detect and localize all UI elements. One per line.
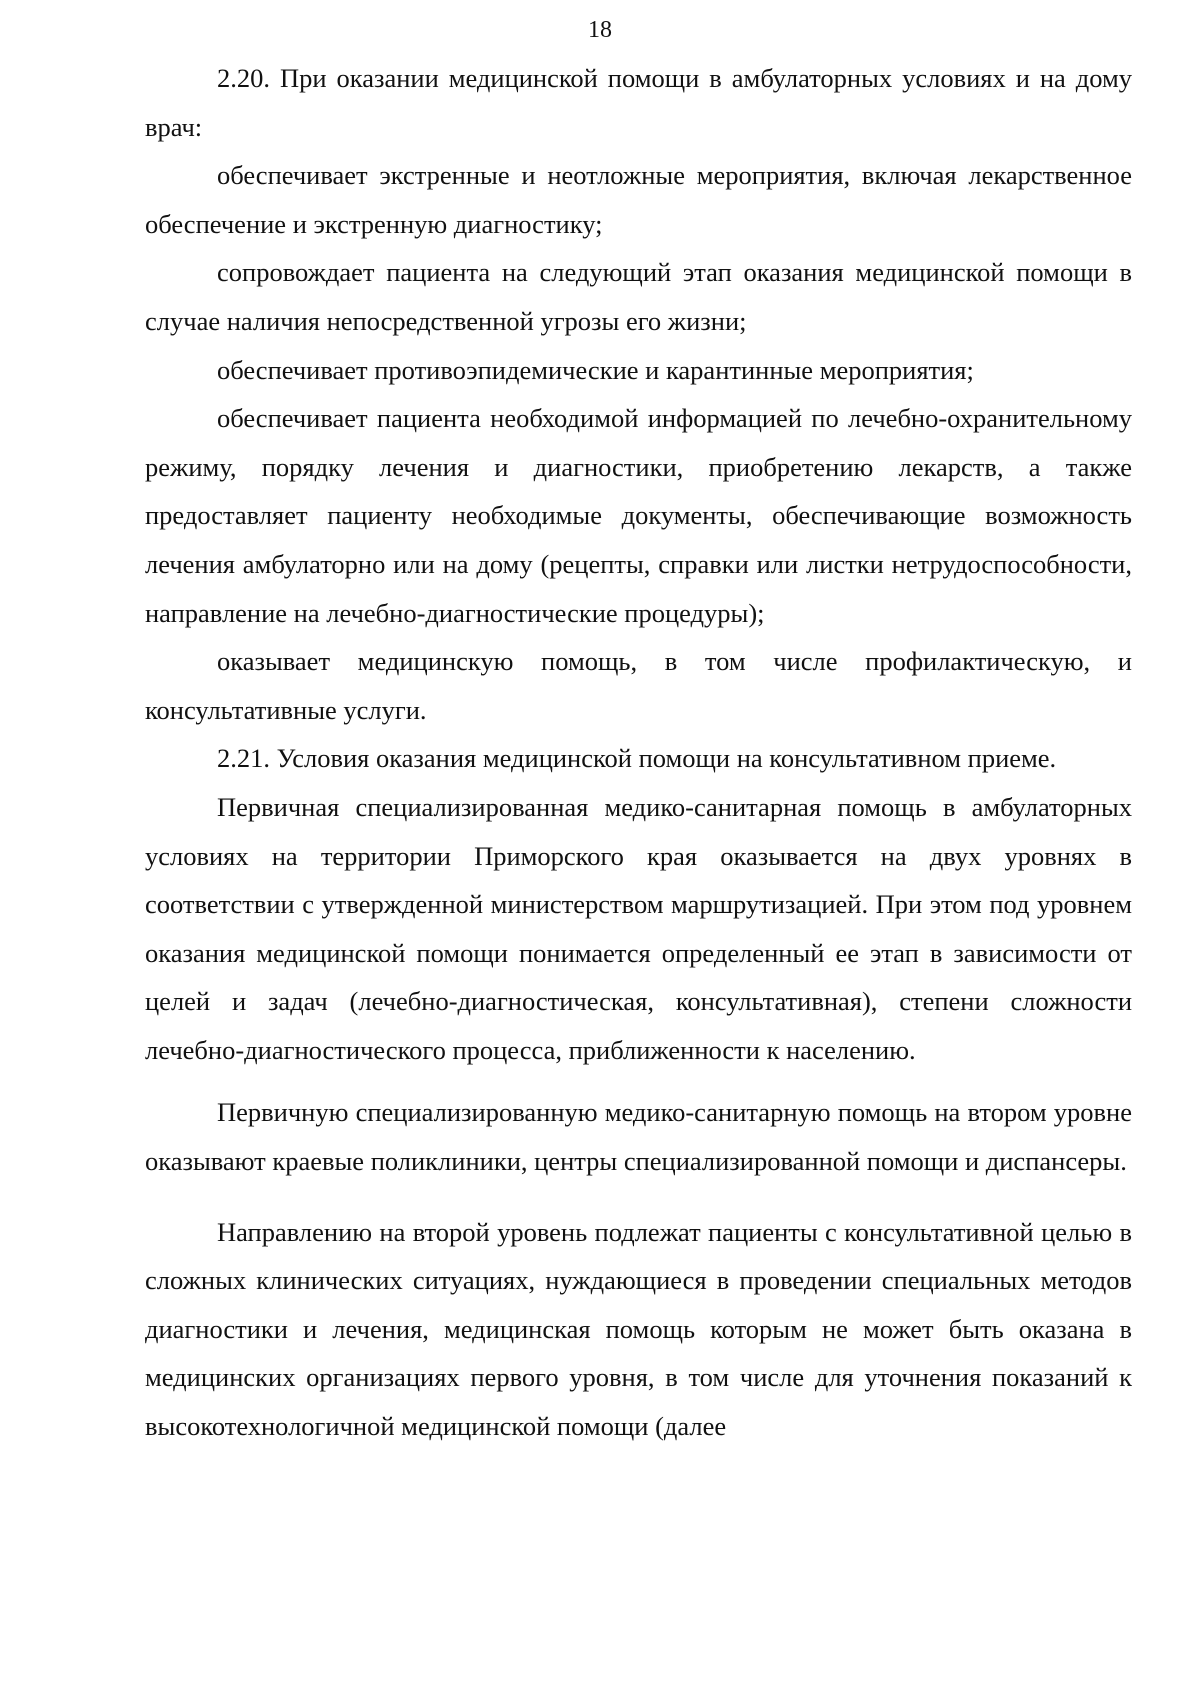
paragraph-two-level-care: Первичная специализированная медико-санитарная помощь в амбулаторных условиях на территории Приморского края оказывается на двух уровнях в соответствии с утвержденной министерством маршрутизацией. При этом под уровнем оказания медицинской помощи понимается определенный ее этап в зависимости от целей и задач (лечебно-диагностическая, консультативная), степени сложности лечебно-диагностического процесса, приближенности к населению. bbox=[145, 791, 1132, 1065]
paragraph-second-level-providers: Первичную специализированную медико-санитарную помощь на втором уровне оказывают краевые поликлиники, центры специализированной помощи и диспансеры. bbox=[145, 1097, 1132, 1177]
paragraph-antiepidemic-measures: обеспечивает противоэпидемические и карантинные мероприятия; bbox=[217, 354, 974, 385]
paragraph-2-21-heading: 2.21. Условия оказания медицинской помощи на консультативном приеме. bbox=[217, 743, 1057, 774]
paragraph-patient-escort: сопровождает пациента на следующий этап оказания медицинской помощи в случае наличия непосредственной угрозы его жизни; bbox=[145, 257, 1132, 336]
page-number: 18 bbox=[588, 17, 612, 43]
paragraph-2-20-intro: 2.20. При оказании медицинской помощи в амбулаторных условиях и на дому врач: bbox=[145, 63, 1132, 142]
paragraph-consultative-services: оказывает медицинскую помощь, в том числе профилактическую, и консультативные услуги. bbox=[145, 646, 1132, 725]
paragraph-second-level-referral: Направлению на второй уровень подлежат пациенты с консультативной целью в сложных клинических ситуациях, нуждающиеся в проведении специальных методов диагностики и лечения, медицинская помощь которым не может быть оказана в медицинских организациях первого уровня, в том числе для уточнения показаний к высокотехнологичной медицинской помощи (далее bbox=[145, 1216, 1132, 1442]
document-body bbox=[145, 54, 1132, 1451]
paragraph-patient-information: обеспечивает пациента необходимой информацией по лечебно-охранительному режиму, порядку лечения и диагностики, приобретению лекарств, а также предоставляет пациенту необходимые документы, обеспечивающие возможность лечения амбулаторно или на дому (рецепты, справки или листки нетрудоспособности, направление на лечебно-диагностические процедуры); bbox=[145, 403, 1132, 628]
paragraph-emergency-measures: обеспечивает экстренные и неотложные мероприятия, включая лекарственное обеспечение и экстренную диагностику; bbox=[145, 160, 1132, 239]
